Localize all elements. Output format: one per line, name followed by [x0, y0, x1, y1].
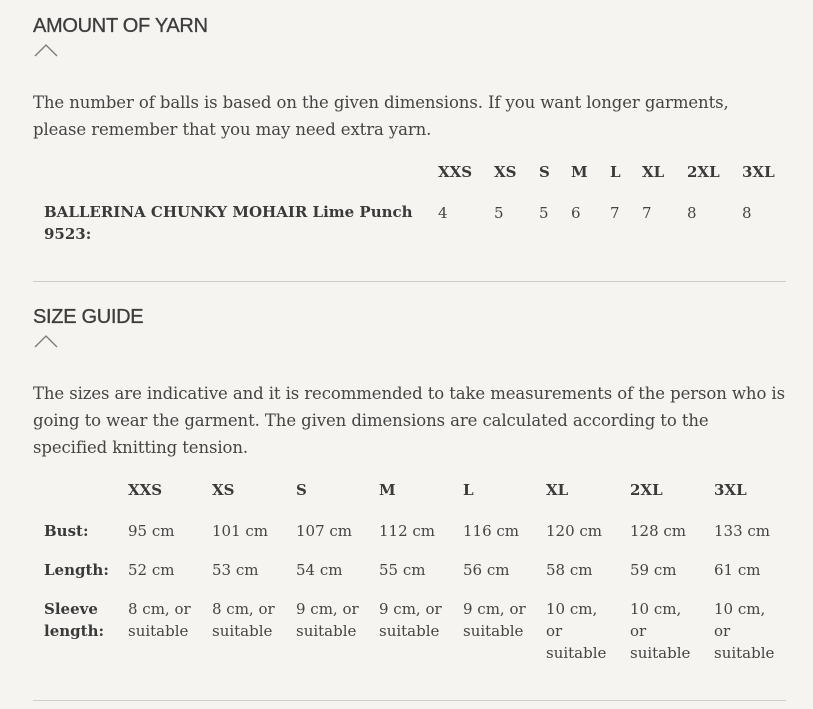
size-header-cell: M — [379, 481, 396, 499]
yarn-amount-cell: 8 — [742, 204, 752, 222]
size-value-cell: 101 cm — [212, 522, 269, 540]
yarn-size-header-cell: XL — [642, 163, 665, 181]
size-value-cell: 120 cm — [546, 522, 603, 540]
yarn-amount-cell: 7 — [610, 204, 620, 222]
yarn-size-header-cell: S — [539, 163, 550, 181]
size-row-label: Bust: — [44, 522, 89, 540]
size-row-label: Length: — [44, 561, 109, 579]
size-value-cell: 9 cm, or suitable — [379, 600, 442, 640]
divider — [33, 281, 786, 282]
yarn-amount-cell: 5 — [494, 204, 504, 222]
size-header-cell: 3XL — [714, 481, 747, 499]
yarn-size-header-cell: L — [610, 163, 621, 181]
size-value-cell: 59 cm — [630, 561, 677, 579]
size-header-cell: XXS — [128, 481, 163, 499]
size-guide-intro: The sizes are indicative and it is recommended to take measurements of the person who is going to wear the garment. The given dimensions are calculated according to the specified knitting tension. — [33, 384, 785, 457]
yarn-amount-cell: 6 — [571, 204, 581, 222]
size-value-cell: 52 cm — [128, 561, 175, 579]
size-header-cell: XS — [212, 481, 235, 499]
size-value-cell: 8 cm, or suitable — [212, 600, 275, 640]
size-intro-wrap — [33, 380, 786, 461]
yarn-size-header-cell: 3XL — [742, 163, 775, 181]
size-header-cell: 2XL — [630, 481, 663, 499]
chevron-up-icon[interactable] — [33, 333, 59, 349]
yarn-item-name: BALLERINA CHUNKY MOHAIR Lime Punch 9523: — [44, 203, 413, 243]
chevron-up-icon[interactable] — [33, 42, 59, 58]
size-value-cell: 95 cm — [128, 522, 175, 540]
yarn-size-header-cell: 2XL — [687, 163, 720, 181]
size-value-cell: 10 cm, or suitable — [630, 600, 691, 662]
yarn-amount-cell: 5 — [539, 204, 549, 222]
yarn-intro: The number of balls is based on the given dimensions. If you want longer garments, please remember that you may need extra yarn. — [33, 93, 729, 139]
size-value-cell: 9 cm, or suitable — [463, 600, 526, 640]
size-value-cell: 9 cm, or suitable — [296, 600, 359, 640]
size-row-label: Sleeve length: — [44, 600, 105, 640]
yarn-amount-cell: 4 — [438, 204, 448, 222]
size-header-cell: S — [296, 481, 307, 499]
size-value-cell: 107 cm — [296, 522, 353, 540]
size-value-cell: 58 cm — [546, 561, 593, 579]
size-header-cell: L — [463, 481, 474, 499]
size-value-cell: 10 cm, or suitable — [714, 600, 775, 662]
yarn-size-header-cell: XS — [494, 163, 517, 181]
size-value-cell: 10 cm, or suitable — [546, 600, 607, 662]
size-guide-section — [33, 305, 786, 349]
size-value-cell: 54 cm — [296, 561, 343, 579]
size-guide-title: SIZE GUIDE — [33, 306, 144, 328]
size-value-cell: 128 cm — [630, 522, 687, 540]
yarn-amount-cell: 7 — [642, 204, 652, 222]
yarn-size-header-cell: M — [571, 163, 588, 181]
yarn-title: AMOUNT OF YARN — [33, 15, 208, 37]
size-value-cell: 112 cm — [379, 522, 436, 540]
yarn-size-header-cell: XXS — [438, 163, 473, 181]
size-value-cell: 55 cm — [379, 561, 426, 579]
size-value-cell: 8 cm, or suitable — [128, 600, 191, 640]
size-value-cell: 116 cm — [463, 522, 520, 540]
yarn-intro-wrap — [33, 89, 786, 143]
size-header-cell: XL — [546, 481, 569, 499]
yarn-section — [33, 14, 786, 58]
yarn-amount-cell: 8 — [687, 204, 697, 222]
size-value-cell: 56 cm — [463, 561, 510, 579]
size-value-cell: 53 cm — [212, 561, 259, 579]
size-value-cell: 61 cm — [714, 561, 761, 579]
size-value-cell: 133 cm — [714, 522, 771, 540]
divider — [33, 700, 786, 701]
